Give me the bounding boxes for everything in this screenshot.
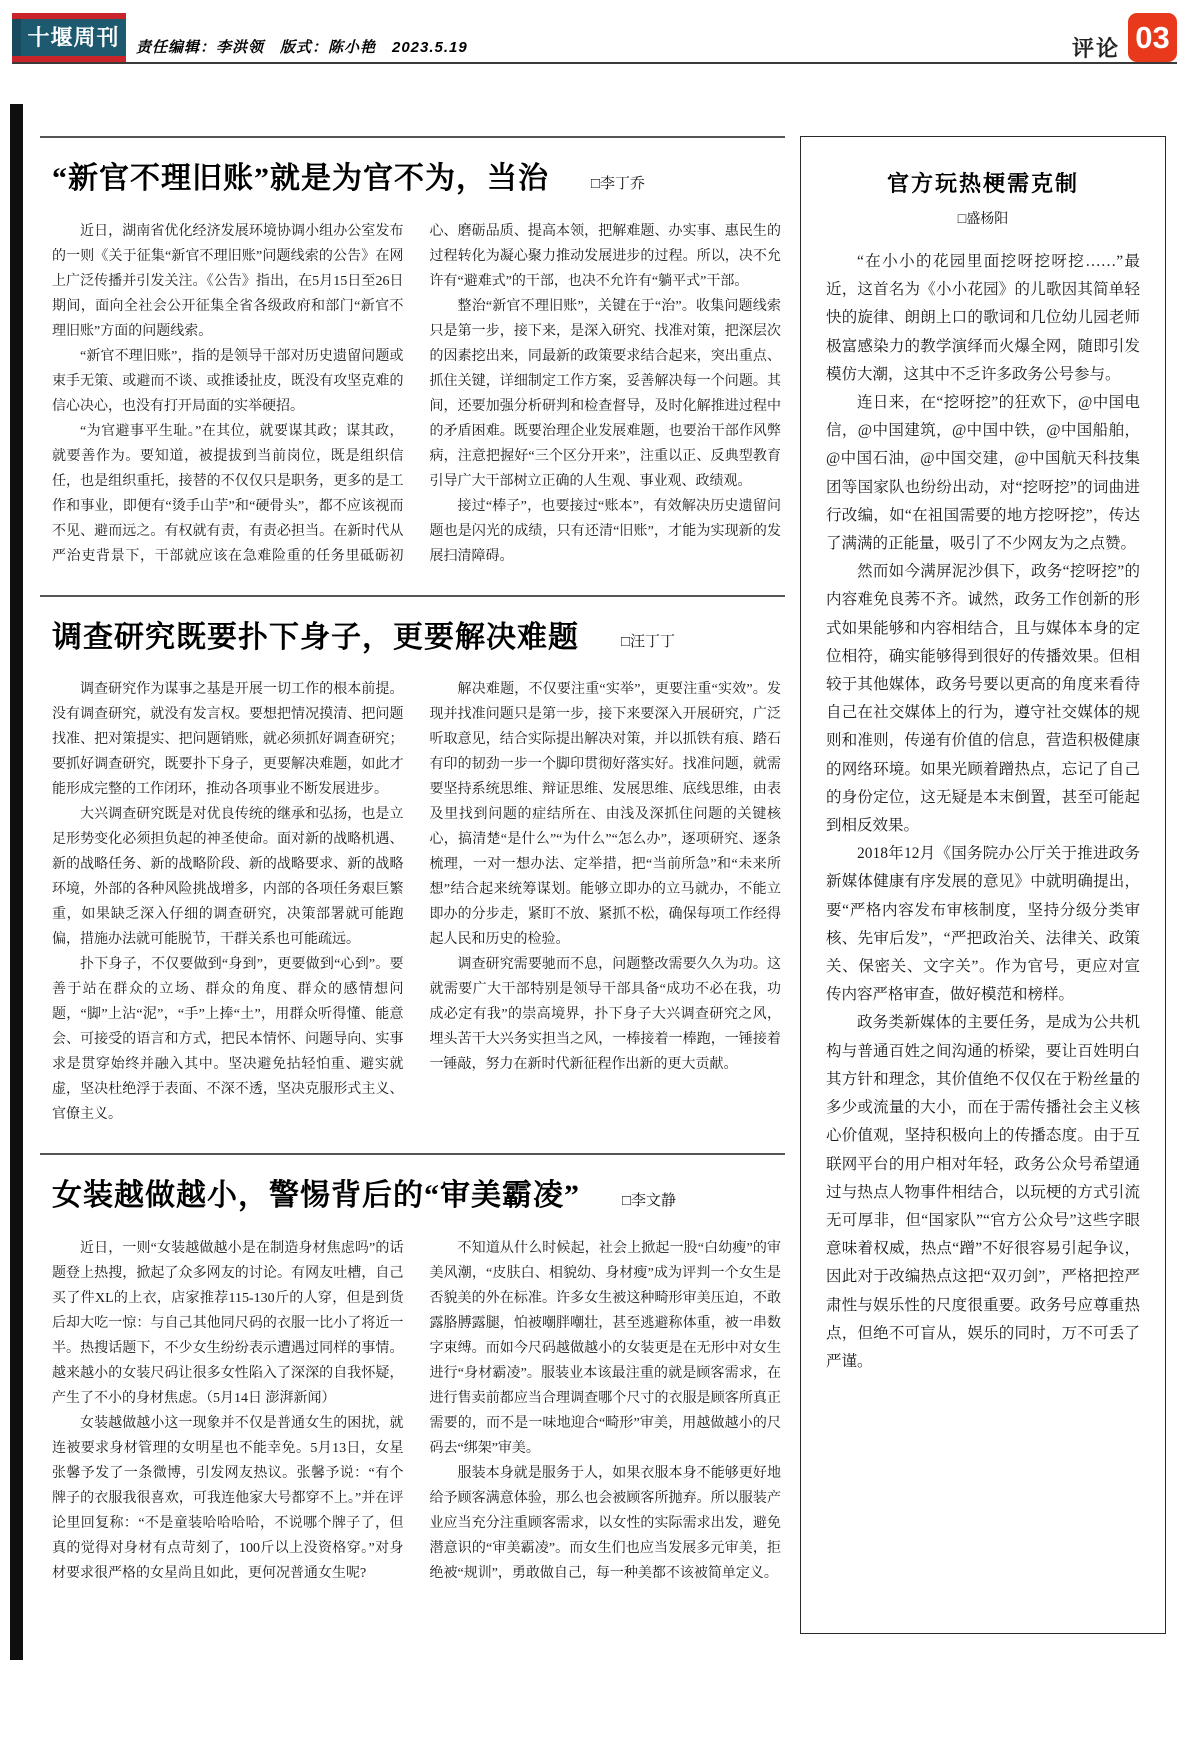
- paragraph: 然而如今满屏泥沙俱下，政务“挖呀挖”的内容难免良莠不齐。诚然，政务工作创新的形式如果能够和内容相结合，且与媒体本身的定位相符，确实能够得到很好的传播效果。但相较于其他媒体，政务号要以更高的角度来看待自己在社交媒体上的行为，遵守社交媒体的规则和准则，传递有价值的信息，营造积极健康的网络环境。如果光顾着蹭热点，忘记了自己的身份定位，这无疑是本末倒置，甚至可能起到相反效果。: [826, 563, 1140, 835]
- paragraph: 调查研究需要驰而不息，问题整改需要久久为功。这就需要广大干部特别是领导干部具备“成功不必在我，功成必定有我”的崇高境界，扑下身子大兴调查研究之风，埋头苦干大兴务实担当之风，一棒接着一棒跑，一锤接着一锤敲，努力在新时代新征程作出新的更大贡献。: [429, 957, 781, 1072]
- paragraph: “为官避事平生耻。”在其位，就要谋其政；谋其政，就要善作为。要知道，被提拔到当前岗位，既是组织信任，也是组织重托，接替的不仅仅只是职务，更多的是工作和事业，即便有“烫手山芋”和“硬骨头”，都不应该视而不见、避而远之。有权就有责，有责必担当。在新时代从严治吏背景下，干部就应该在急难险重的任务里砥砺初心、磨砺品质、提高本领，把解难题、办实事、惠民生的过程转化为凝心聚力推动发展进步的过程。所以，决不允许有“避难式”的干部，也决不允许有“躺平式”干部。: [52, 223, 781, 564]
- article-1-author: □李丁乔: [591, 175, 646, 192]
- page-header: [0, 0, 1200, 64]
- header-rule: [12, 62, 1177, 64]
- paragraph: 接过“棒子”，也要接过“账本”，有效解决历史遗留问题也是闪光的成绩，只有还清“旧账”，才能为实现新的发展扫清障碍。: [429, 498, 781, 564]
- sidebar-article-box: [800, 136, 1166, 1634]
- article-2: [40, 595, 785, 1128]
- article-2-body: [52, 677, 781, 1127]
- left-margin-bar: [10, 104, 23, 1660]
- sidebar-article-title: 官方玩热梗需克制: [886, 171, 1079, 196]
- masthead-side-strip: [12, 19, 21, 56]
- masthead-logo: [12, 13, 126, 62]
- page-number-badge: 03: [1128, 13, 1177, 62]
- paragraph: “新官不理旧账”，指的是领导干部对历史遗留问题或束手无策、或避而不谈、或推诿扯皮，既没有攻坚克难的信心决心，也没有打开局面的实举硬招。: [52, 348, 404, 414]
- article-3-body: [52, 1236, 781, 1586]
- article-2-title: 调查研究既要扑下身子，更要解决难题: [52, 620, 579, 654]
- paragraph: 整治“新官不理旧账”，关键在于“治”。收集问题线索只是第一步，接下来，是深入研究、找准对策，把深层次的因素挖出来，同最新的政策要求结合起来，突出重点、抓住关键，详细制定工作方案，妥善解决每一个问题。其间，还要加强分析研判和检查督导，及时化解推进过程中的矛盾困难。既要治理企业发展难题，也要治干部作风弊病，注意把握好“三个区分开来”，注重以正、反典型教育引导广大干部树立正确的人生观、事业观、政绩观。: [429, 298, 781, 489]
- article-3-author: □李文静: [622, 1192, 677, 1209]
- articles-column: [40, 136, 785, 1612]
- article-1-body: [52, 219, 781, 569]
- article-3: [40, 1153, 785, 1586]
- paragraph: 解决难题，不仅要注重“实举”，更要注重“实效”。发现并找准问题只是第一步，接下来要深入开展研究，广泛听取意见，结合实际提出解决对策，并以抓铁有痕、踏石有印的韧劲一步一个脚印贯彻好落实好。找准问题，就需要坚持系统思维、辩证思维、发展思维、底线思维，由表及里找到问题的症结所在、由浅及深抓住问题的关键核心，搞清楚“是什么”“为什么”“怎么办”，逐项研究、逐条梳理，一对一想办法、定举措，把“当前所急”和“未来所想”结合起来统筹谋划。能够立即办的立马就办，不能立即办的分步走，紧盯不放、紧抓不松，确保每项工作经得起人民和历史的检验。: [429, 682, 781, 947]
- paragraph: 调查研究作为谋事之基是开展一切工作的根本前提。没有调查研究，就没有发言权。要想把情况摸清、把问题找准、把对策提实、把问题销账，就必须抓好调查研究；要抓好调查研究，既要扑下身子，更要解决难题，如此才能形成完整的工作闭环，推动各项事业不断发展进步。: [52, 682, 404, 797]
- masthead-title: 十堰周刊: [27, 24, 120, 50]
- article-1: [40, 136, 785, 569]
- sidebar-article-author: □盛杨阳: [957, 212, 1009, 227]
- paragraph: “在小小的花园里面挖呀挖呀挖……”最近，这首名为《小小花园》的儿歌因其简单轻快的旋律、朗朗上口的歌词和几位幼儿园老师极富感染力的教学演绎而火爆全网，随即引发模仿大潮，这其中不乏许多政务公号参与。: [826, 253, 1140, 383]
- article-3-title: 女装越做越小，警惕背后的“审美霸凌”: [52, 1179, 580, 1212]
- paragraph: 大兴调查研究既是对优良传统的继承和弘扬，也是立足形势变化必须担负起的神圣使命。面对新的战略机遇、新的战略任务、新的战略阶段、新的战略要求、新的战略环境，外部的各种风险挑战增多，内部的各项任务艰巨繁重，如果缺乏深入仔细的调查研究，决策部署就可能跑偏，措施办法就可能脱节，干群关系也可能疏远。: [52, 807, 404, 947]
- paragraph: 近日，湖南省优化经济发展环境协调小组办公室发布的一则《关于征集“新官不理旧账”问题线索的公告》在网上广泛传播并引发关注。《公告》指出，在5月15日至26日期间，面向全社会公开征集全省各级政府和部门“新官不理旧账”方面的问题线索。: [52, 223, 404, 339]
- article-2-author: □汪丁丁: [621, 634, 676, 650]
- paragraph: 扑下身子，不仅要做到“身到”，更要做到“心到”。要善于站在群众的立场、群众的角度、群众的感情想问题，“脚”上沾“泥”，“手”上捧“土”，用群众听得懂、能意会、可接受的语言和方式，把民本情怀、问题导向、实事求是贯穿始终并融入其中。坚决避免拈轻怕重、避实就虚，坚决杜绝浮于表面、不深不透，坚决克服形式主义、官僚主义。: [52, 957, 404, 1122]
- paragraph: 服装本身就是服务于人，如果衣服本身不能够更好地给予顾客满意体验，那么也会被顾客所抛弃。所以服装产业应当充分注重顾客需求，以女性的实际需求出发，避免潜意识的“审美霸凌”。而女生们也应当发展多元审美，拒绝被“规训”，勇敢做自己，每一种美都不该被简单定义。: [429, 1465, 781, 1581]
- article-1-title: “新官不理旧账”就是为官不为，当治: [52, 162, 549, 195]
- paragraph: 连日来，在“挖呀挖”的狂欢下，@中国电信，@中国建筑，@中国中铁，@中国船舶，@中国石油，@中国交建，@中国航天科技集团等国家队也纷纷出动，对“挖呀挖”的词曲进行改编，如“在祖国需要的地方挖呀挖”，传达了满满的正能量，吸引了不少网友为之点赞。: [826, 394, 1140, 553]
- paragraph: 女装越做越小这一现象并不仅是普通女生的困扰，就连被要求身材管理的女明星也不能幸免。5月13日，女星张馨予发了一条微博，引发网友热议。张馨予说：“有个牌子的衣服我很喜欢，可我连他家大号都穿不上。”并在评论里回复称：“不是童装哈哈哈哈，不说哪个牌子了，但真的觉得对身材有点苛刻了，100斤以上没资格穿。”对身材要求很严格的女星尚且如此，更何况普通女生呢?: [52, 1415, 404, 1581]
- paragraph: 近日，一则“女装越做越小是在制造身材焦虑吗”的话题登上热搜，掀起了众多网友的讨论。有网友吐槽，自己买了件XL的上衣，店家推荐115-130斤的人穿，但是到货后却大吃一惊：与自己其他同尺码的衣服一比小了将近一半。热搜话题下，不少女生纷纷表示遭遇过同样的事情。越来越小的女装尺码让很多女性陷入了深深的自我怀疑，产生了不小的身材焦虑。（5月14日 澎湃新闻）: [52, 1240, 404, 1406]
- paragraph: 2018年12月《国务院办公厅关于推进政务新媒体健康有序发展的意见》中就明确提出，要“严格内容发布审核制度，坚持分级分类审核、先审后发”，“严把政治关、法律关、政策关、保密关、文字关”。作为官号，更应对宣传内容严格审查，做好模范和榜样。: [826, 845, 1140, 1004]
- editor-credit-line: 责任编辑：李洪领 版式：陈小艳 2023.5.19: [136, 39, 468, 56]
- section-label: 评论: [1072, 36, 1121, 61]
- paragraph: 政务类新媒体的主要任务，是成为公共机构与普通百姓之间沟通的桥梁，要让百姓明白其方针和理念，其价值绝不仅仅在于粉丝量的多少或流量的大小，而在于需传播社会主义核心价值观，坚持积极向上的传播态度。由于互联网平台的用户相对年轻，政务公众号希望通过与热点人物事件相结合，以玩梗的方式引流无可厚非，但“国家队”“官方公众号”这些字眼意味着权威，热点“蹭”不好很容易引起争议，因此对于改编热点这把“双刃剑”，严格把控严肃性与娱乐性的尺度很重要。政务号应尊重热点，但绝不可盲从，娱乐的同时，万不可丢了严谨。: [826, 1014, 1140, 1370]
- sidebar-article-body: [826, 248, 1140, 1376]
- paragraph: 不知道从什么时候起，社会上掀起一股“白幼瘦”的审美风潮，“皮肤白、相貌幼、身材瘦”成为评判一个女生是否貌美的外在标准。许多女生被这种畸形审美压迫，不敢露胳膊露腿，怕被嘲胖嘲壮，甚至逃避称体重，被一串数字束缚。而如今尺码越做越小的女装更是在无形中对女生进行“身材霸凌”。服装业本该最注重的就是顾客需求，在进行售卖前都应当合理调查哪个尺寸的衣服是顾客所真正需要的，而不是一味地迎合“畸形”审美，用越做越小的尺码去“绑架”审美。: [429, 1240, 781, 1456]
